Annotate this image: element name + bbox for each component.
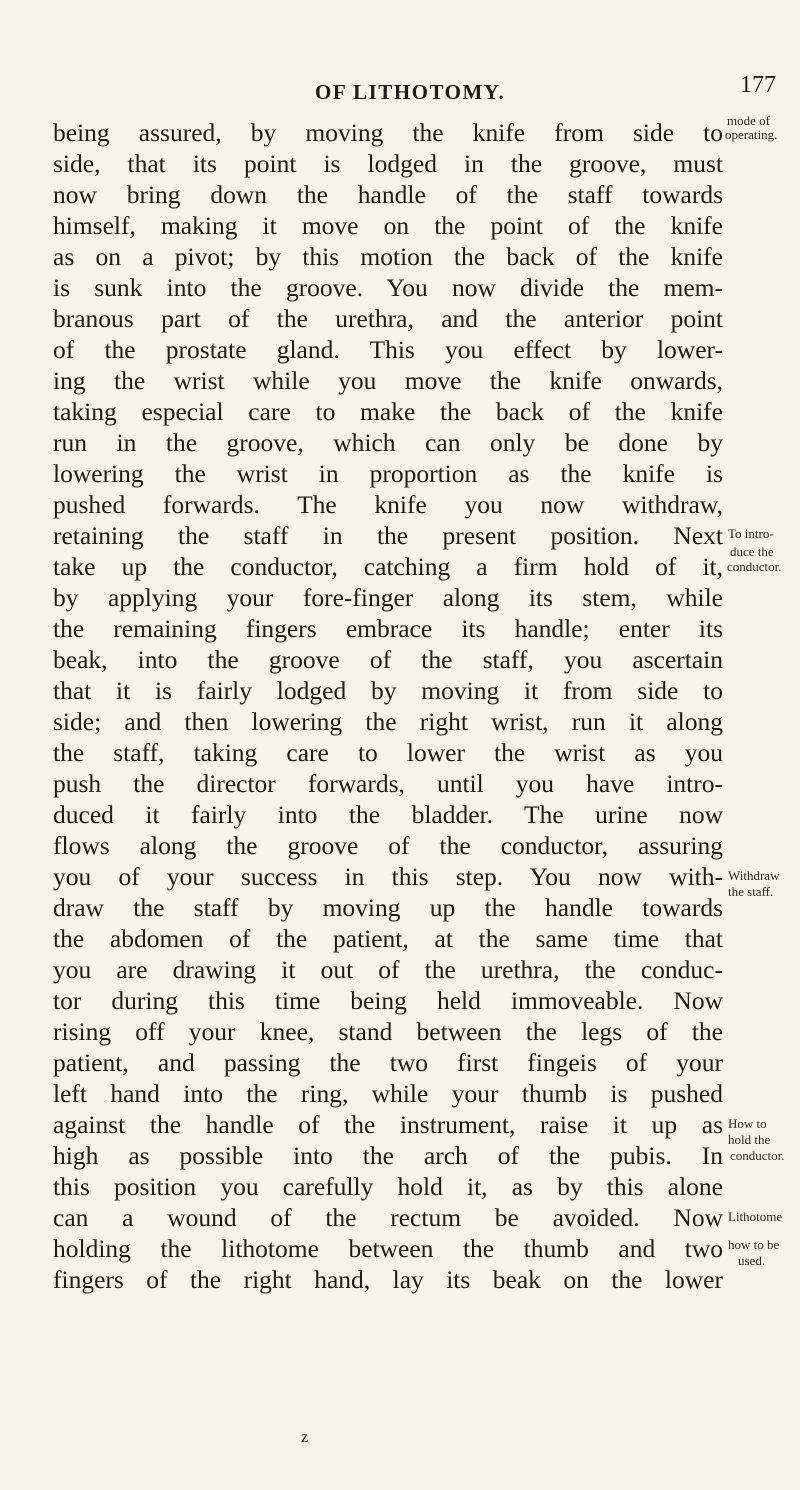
text-line: push the director forwards, until you have intro- bbox=[53, 769, 723, 798]
text-line: draw the staff by moving up the handle towards bbox=[53, 893, 723, 922]
text-line: retaining the staff in the present position. Next bbox=[53, 521, 723, 550]
margin-note-line: Withdraw bbox=[728, 868, 780, 883]
margin-note-line: operating. bbox=[725, 127, 778, 142]
text-line: tor during this time being held immoveable. Now bbox=[53, 986, 723, 1015]
text-line: fingers of the right hand, lay its beak on the lower bbox=[53, 1265, 723, 1294]
text-line: take up the conductor, catching a firm hold of it, bbox=[53, 552, 723, 581]
text-line: taking especial care to make the back of the knife bbox=[53, 397, 723, 426]
text-line: the remaining fingers embrace its handle; enter its bbox=[53, 614, 723, 643]
text-line: rising off your knee, stand between the legs of the bbox=[53, 1017, 723, 1046]
text-line: the staff, taking care to lower the wrist as you bbox=[53, 738, 723, 767]
margin-note-line: conductor. bbox=[730, 1148, 785, 1163]
margin-note-line: mode of bbox=[727, 113, 770, 128]
text-line: being assured, by moving the knife from side to bbox=[53, 118, 723, 147]
text-line: duced it fairly into the bladder. The urine now bbox=[53, 800, 723, 829]
text-line: holding the lithotome between the thumb and two bbox=[53, 1234, 723, 1263]
text-line: high as possible into the arch of the pubis. In bbox=[53, 1141, 723, 1170]
text-line: pushed forwards. The knife you now withdraw, bbox=[53, 490, 723, 519]
margin-note-line: hold the bbox=[728, 1132, 771, 1147]
text-line: lowering the wrist in proportion as the knife is bbox=[53, 459, 723, 488]
text-line: you are drawing it out of the urethra, the conduc- bbox=[53, 955, 723, 984]
text-line: himself, making it move on the point of the knife bbox=[53, 211, 723, 240]
margin-note-line: used. bbox=[738, 1253, 766, 1268]
text-line: now bring down the handle of the staff towards bbox=[53, 180, 723, 209]
text-line: can a wound of the rectum be avoided. Now bbox=[53, 1203, 723, 1232]
margin-note-line: the staff. bbox=[728, 884, 774, 899]
text-line: the abdomen of the patient, at the same time that bbox=[53, 924, 723, 953]
margin-note-line: conductor. bbox=[727, 559, 782, 574]
text-line: patient, and passing the two first fingeis of your bbox=[53, 1048, 723, 1077]
running-head bbox=[0, 60, 800, 104]
signature-mark: z bbox=[301, 1429, 309, 1446]
margin-note-line: how to be bbox=[728, 1237, 780, 1252]
text-line: by applying your fore-finger along its stem, while bbox=[53, 583, 723, 612]
text-line: that it is fairly lodged by moving it from side to bbox=[53, 676, 723, 705]
text-line: run in the groove, which can only be done by bbox=[53, 428, 723, 457]
text-line: this position you carefully hold it, as by this alone bbox=[53, 1172, 723, 1201]
text-line: against the handle of the instrument, raise it up as bbox=[53, 1110, 723, 1139]
text-line: flows along the groove of the conductor, assuring bbox=[53, 831, 723, 860]
text-line: as on a pivot; by this motion the back of the knife bbox=[53, 242, 723, 271]
text-line: side, that its point is lodged in the groove, must bbox=[53, 149, 723, 178]
text-line: side; and then lowering the right wrist, run it along bbox=[53, 707, 723, 736]
margin-note-line: How to bbox=[728, 1116, 767, 1131]
margin-note-line: Lithotome bbox=[728, 1209, 783, 1224]
page-number: 177 bbox=[740, 72, 776, 98]
text-line: ing the wrist while you move the knife onwards, bbox=[53, 366, 723, 395]
text-line: left hand into the ring, while your thumb is pushed bbox=[53, 1079, 723, 1108]
margin-note-line: duce the bbox=[730, 544, 774, 559]
text-line: you of your success in this step. You now with- bbox=[53, 862, 723, 891]
text-line: is sunk into the groove. You now divide the mem- bbox=[53, 273, 723, 302]
text-line: beak, into the groove of the staff, you ascertain bbox=[53, 645, 723, 674]
text-line: branous part of the urethra, and the anterior point bbox=[53, 304, 723, 333]
running-title: OF LITHOTOMY. bbox=[315, 80, 506, 104]
text-line: of the prostate gland. This you effect by lower- bbox=[53, 335, 723, 364]
margin-note-line: To intro- bbox=[728, 526, 774, 541]
